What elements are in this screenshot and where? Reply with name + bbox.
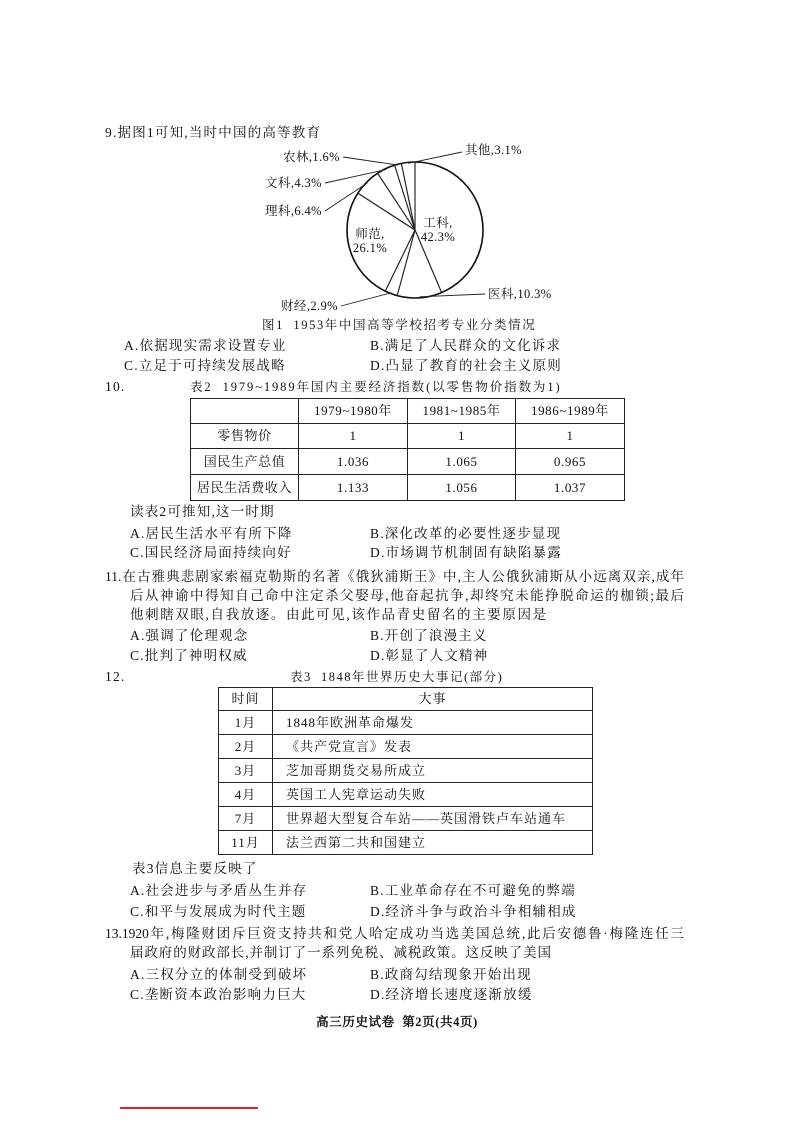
pie-chart [240,140,570,320]
table-cell: 1.056 [408,475,516,501]
pie-slice-label: 财经,2.9% [281,299,338,313]
table-row [219,711,593,735]
table-title: 表2 1979~1989年国内主要经济指数(以零售物价指数为1) [190,380,562,394]
option-d: D.凸显了教育的社会主义原则 [370,358,562,373]
table-header-row [191,399,625,424]
question-lead: 读表2可推知,这一时期 [130,504,275,519]
table-cell: 0.965 [516,449,625,475]
event-cell: 法兰西第二共和国建立 [273,831,593,855]
pie-slice-label: 文科,4.3% [265,176,322,190]
pie-slice-label: 其他,3.1% [465,143,522,157]
option-c: C.立足于可持续发展战略 [124,358,286,373]
pie-slice-label: 师范, [355,227,385,241]
pie-slice-label: 理科,6.4% [265,204,322,218]
table-corner-cell [191,399,299,424]
row-label: 居民生活费收入 [191,475,299,501]
table-row [191,424,625,449]
table-cell: 1.036 [299,449,408,475]
table-header-cell: 大事 [273,688,593,711]
option-d: D.经济斗争与政治斗争相辅相成 [370,904,577,919]
question-stem-line: 后从神谕中得知自己命中注定杀父娶母,他奋起抗争,却终究未能挣脱命运的枷锁;最后 [130,588,684,603]
option-a: A.依据现实需求设置专业 [124,338,287,353]
pie-slice-label: 医科,10.3% [488,287,552,301]
option-d: D.彰显了人文精神 [370,648,489,663]
page-footer: 高三历史试卷 第2页(共4页) [316,1015,478,1029]
table-row [219,783,593,807]
table-cell: 1.065 [408,449,516,475]
option-d: D.经济增长速度逐渐放缓 [370,987,533,1002]
table-row [219,807,593,831]
option-b: B.深化改革的必要性逐步显现 [370,526,562,541]
table-row [219,759,593,783]
row-label: 零售物价 [191,424,299,449]
option-b: B.开创了浪漫主义 [370,628,488,643]
option-b: B.政商勾结现象开始出现 [370,967,532,982]
question-stem-line: 届政府的财政部长,并制订了一系列免税、减税政策。这反映了美国 [130,945,552,960]
pie-slice-label: 工科, [423,216,453,230]
pie-slice-label: 26.1% [352,241,388,255]
table-cell: 1.037 [516,475,625,501]
table-row [191,475,625,501]
question-stem-line: 11.在古雅典悲剧家索福克勒斯的名著《俄狄浦斯王》中,主人公俄狄浦斯从小远离双亲,成年 [105,569,684,584]
event-cell: 1848年欧洲革命爆发 [273,711,593,735]
event-cell: 英国工人宪章运动失败 [273,783,593,807]
option-a: A.社会进步与矛盾丛生并存 [130,883,308,898]
red-scan-mark [120,1107,258,1109]
month-cell: 7月 [219,807,273,831]
figure-caption: 图1 1953年中国高等学校招考专业分类情况 [262,318,537,332]
table-header-cell: 1986~1989年 [516,399,625,424]
economic-index-table [190,398,625,501]
option-c: C.国民经济局面持续向好 [130,545,292,560]
option-c: C.垄断资本政治影响力巨大 [130,987,307,1002]
table-header-row [219,688,593,711]
question-stem: 9.据图1可知,当时中国的高等教育 [105,125,322,140]
pie-slice-label: 42.3% [420,230,456,244]
table-row [219,735,593,759]
table-cell: 1 [299,424,408,449]
option-a: A.强调了伦理观念 [130,628,249,643]
question-stem-line: 13.1920年,梅隆财团斥巨资支持共和党人哈定成功当选美国总统,此后安德鲁·梅隆连任三 [105,926,684,941]
option-a: A.居民生活水平有所下降 [130,526,293,541]
month-cell: 11月 [219,831,273,855]
event-cell: 芝加哥期货交易所成立 [273,759,593,783]
question-lead: 表3信息主要反映了 [132,861,258,876]
event-cell: 世界超大型复合车站——英国滑铁卢车站通车 [273,807,593,831]
event-cell: 《共产党宣言》发表 [273,735,593,759]
pie-leader-line [408,152,462,163]
question-stem-line: 他刺瞎双眼,自我放逐。由此可见,该作品青史留名的主要原因是 [130,607,548,622]
month-cell: 3月 [219,759,273,783]
option-c: C.和平与发展成为时代主题 [130,904,307,919]
option-d: D.市场调节机制固有缺陷暴露 [370,545,562,560]
table-cell: 1 [516,424,625,449]
pie-leader-line [341,293,391,306]
option-c: C.批判了神明权威 [130,648,248,663]
month-cell: 1月 [219,711,273,735]
history-events-table [218,687,593,855]
table-row [219,831,593,855]
option-b: B.满足了人民群众的文化诉求 [370,338,562,353]
table-cell: 1 [408,424,516,449]
month-cell: 2月 [219,735,273,759]
month-cell: 4月 [219,783,273,807]
table-cell: 1.133 [299,475,408,501]
table-row [191,449,625,475]
pie-leader-line [343,157,398,165]
pie-slice-label: 农林,1.6% [283,150,340,164]
option-b: B.工业革命存在不可避免的弊端 [370,883,576,898]
table-header-cell: 1979~1980年 [299,399,408,424]
question-number: 10. [105,379,126,394]
table-header-cell: 时间 [219,688,273,711]
table-title: 表3 1848年世界历史大事记(部分) [290,670,504,684]
option-a: A.三权分立的体制受到破坏 [130,967,308,982]
row-label: 国民生产总值 [191,449,299,475]
question-number: 12. [105,669,126,684]
table-header-cell: 1981~1985年 [408,399,516,424]
